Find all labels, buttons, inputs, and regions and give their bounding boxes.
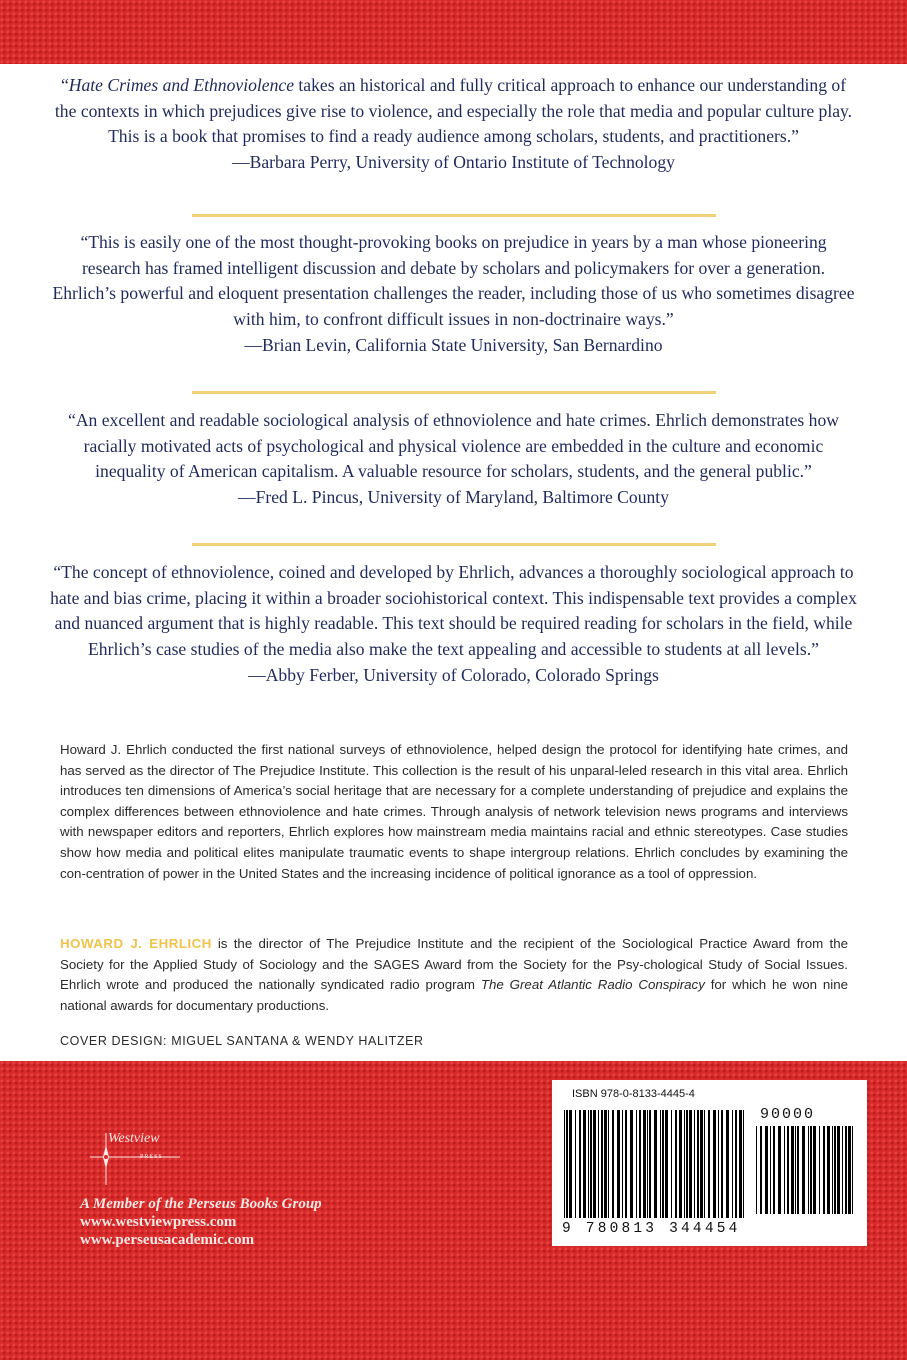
barcode-bar xyxy=(773,1126,775,1214)
barcode-bar xyxy=(718,1110,719,1218)
barcode-bar xyxy=(649,1110,651,1218)
barcode-bar xyxy=(662,1110,664,1218)
barcode-bar xyxy=(608,1110,609,1218)
barcode-bar xyxy=(795,1126,796,1214)
barcode-bar xyxy=(697,1110,699,1218)
barcode-bar xyxy=(617,1110,620,1218)
barcode-bar xyxy=(827,1126,830,1214)
barcode-bar xyxy=(739,1110,742,1218)
barcode-bar xyxy=(630,1110,633,1218)
barcode-bar xyxy=(845,1126,847,1214)
barcode-digits: 9 780813 344454 xyxy=(562,1221,741,1237)
barcode-bar xyxy=(760,1126,762,1214)
barcode-bar xyxy=(852,1126,853,1214)
barcode-bar xyxy=(679,1110,682,1218)
barcode-bar xyxy=(588,1110,589,1218)
barcode-bar xyxy=(743,1110,744,1218)
barcode-bar xyxy=(848,1126,851,1214)
barcode-bar xyxy=(564,1110,565,1218)
author-bio xyxy=(60,934,848,1016)
author-bio-text: is the director of The Prejudice Institute and the recipient of the Sociological Practice Award from the Society for the Applied Study of Sociology and the SAGES Award from the Society for the Psy-chological Study of Social Issues. Ehrlich wrote and produced the nationally syndicated radio program xyxy=(60,936,848,993)
quote-ferber xyxy=(50,560,857,689)
barcode-bar xyxy=(622,1110,623,1218)
barcode-bar xyxy=(708,1110,710,1218)
quote-text: “The concept of ethnoviolence, coined and developed by Ehrlich, advances a thoroughly sociological approach to hate and bias crime, placing it within a broader sociohistorical context. This indispensable text provides a complex and nuanced argument that is highly readable. This text should be required reading for scholars in the field, while Ehrlich’s case studies of the media also make the text appealing and accessible to students at all levels.” xyxy=(50,562,857,660)
barcode-bar xyxy=(842,1126,843,1214)
barcode-bar xyxy=(566,1110,568,1218)
quote-pincus xyxy=(50,408,857,511)
barcode-bar xyxy=(834,1126,836,1214)
barcode-bar xyxy=(713,1110,716,1218)
barcode-bar xyxy=(590,1110,592,1218)
barcode-bar xyxy=(593,1110,596,1218)
barcode-bar xyxy=(643,1110,646,1218)
quote-attribution: —Abby Ferber, University of Colorado, Colorado Springs xyxy=(248,664,659,685)
barcode-bar xyxy=(569,1110,572,1218)
barcode-bar xyxy=(625,1110,627,1218)
barcode-bar xyxy=(601,1110,603,1218)
quote-text: “This is easily one of the most thought-provoking books on prejudice in years by a man whose pioneering research has framed intelligent discussion and debate by scholars and policymakers for over a generation. Ehrlich’s powerful and eloquent presentation challenges the reader, including those of us who sometimes disagree with him, to confront difficult issues in non-doctrinaire ways.” xyxy=(52,232,855,330)
barcode-bar xyxy=(675,1110,677,1218)
quote-text: takes an historical and fully critical approach to enhance our understanding of the contexts in which prejudices give rise to violence, and especially the role that media and popular culture play. This is a book that promises to find a ready audience among scholars, students, and practitioners.” xyxy=(54,75,853,147)
barcode-bar xyxy=(721,1110,723,1218)
barcode-bar xyxy=(575,1110,576,1218)
barcode-bar xyxy=(797,1126,799,1214)
barcode-bar xyxy=(636,1110,637,1218)
barcode-bar xyxy=(726,1110,729,1218)
barcode-bar xyxy=(583,1110,586,1218)
quote-open-mark: “ xyxy=(60,75,69,95)
barcode-bar xyxy=(837,1126,840,1214)
barcode-bar xyxy=(579,1110,581,1218)
barcode-bar xyxy=(671,1110,672,1218)
quote-divider xyxy=(192,543,716,546)
barcode-bar xyxy=(604,1110,607,1218)
barcode-bar xyxy=(686,1110,688,1218)
radio-program-title: The Great Atlantic Radio Conspiracy xyxy=(480,977,705,993)
barcode-bar xyxy=(808,1126,809,1214)
barcode-bar xyxy=(689,1110,692,1218)
top-red-band xyxy=(0,0,907,64)
barcode-bar xyxy=(802,1126,805,1214)
barcode-bar xyxy=(684,1110,685,1218)
book-description: Howard J. Ehrlich conducted the first national surveys of ethnoviolence, helped design the protocol for identifying hate crimes, and has served as the director of The Prejudice Institute. This collection is the result of his unparal-leled research in this vital area. Ehrlich introduces ten dimensions of America’s social heritage that are necessary for a complete understanding of prejudice and explains the complex differences between ethnoviolence and hate crimes. Through analysis of network television news programs and interviews with newspaper editors and reporters, Ehrlich explores how mainstream media maintains racial and ethnic stereotypes. Case studies show how media and political elites manipulate traumatic events to shape intergroup relations. Ehrlich concludes by examining the con-centration of power in the United States and the increasing incidence of political ignorance as a tool of oppression. xyxy=(60,742,848,881)
barcode-bar xyxy=(665,1110,668,1218)
barcode-bar xyxy=(647,1110,648,1218)
barcode-bar xyxy=(756,1126,757,1214)
publisher-member-line: A Member of the Perseus Books Group xyxy=(80,1196,322,1212)
barcode-bar xyxy=(704,1110,705,1218)
barcode-bar xyxy=(784,1126,785,1214)
quote-attribution: —Brian Levin, California State University, San Bernardino xyxy=(244,334,663,355)
logo-subtext: PRESS xyxy=(140,1154,163,1160)
quote-divider xyxy=(192,214,716,217)
quote-attribution: —Fred L. Pincus, University of Maryland, Baltimore County xyxy=(238,487,669,508)
quote-divider xyxy=(192,391,716,394)
barcode-bar xyxy=(778,1126,781,1214)
publisher-url: www.perseusacademic.com xyxy=(80,1232,255,1248)
quote-perry xyxy=(50,73,857,176)
quote-text: “An excellent and readable sociological analysis of ethnoviolence and hate crimes. Ehrlich demonstrates how racially motivated acts of psychological and physical violence are embedded in the culture and economic inequality of American capitalism. A valuable resource for scholars, students, and the general public.” xyxy=(68,410,839,482)
author-name: HOWARD J. EHRLICH xyxy=(60,936,212,951)
author-bio-text-end: for which he won nine national awards for documentary productions. xyxy=(60,977,849,1013)
barcode-bar xyxy=(770,1126,771,1214)
quote-attribution: —Barbara Perry, University of Ontario Institute of Technology xyxy=(232,152,675,173)
barcode-bar xyxy=(660,1110,661,1218)
barcode-bar xyxy=(694,1110,695,1218)
barcode-bar xyxy=(700,1110,703,1218)
barcode-bar xyxy=(832,1126,833,1214)
publisher-block xyxy=(80,1125,460,1249)
barcode-bar xyxy=(598,1110,599,1218)
barcode-bar xyxy=(810,1126,812,1214)
barcode-bar xyxy=(819,1126,820,1214)
publisher-url: www.westviewpress.com xyxy=(80,1214,237,1230)
barcode-bar xyxy=(787,1126,789,1214)
barcode-bar xyxy=(823,1126,825,1214)
book-title: Hate Crimes and Ethnoviolence xyxy=(68,75,294,95)
logo-wordmark: Westview xyxy=(108,1131,160,1146)
barcode-bar xyxy=(765,1126,768,1214)
barcode-bar xyxy=(813,1126,816,1214)
isbn-label: ISBN 978-0-8133-4445-4 xyxy=(572,1088,695,1100)
barcode-bar xyxy=(639,1110,641,1218)
cover-design-credit: COVER DESIGN: MIGUEL SANTANA & WENDY HALITZER xyxy=(60,1034,424,1048)
barcode-bar xyxy=(735,1110,737,1218)
westview-logo xyxy=(80,1125,190,1195)
ean-barcode xyxy=(564,1110,746,1218)
barcode-bar xyxy=(612,1110,614,1218)
barcode-bar xyxy=(791,1126,794,1214)
barcode-box xyxy=(552,1080,867,1246)
quote-levin xyxy=(50,230,857,359)
price-code: 90000 xyxy=(760,1106,816,1123)
addon-barcode xyxy=(756,1126,856,1238)
barcode-bar xyxy=(654,1110,657,1218)
barcode-bar xyxy=(732,1110,733,1218)
